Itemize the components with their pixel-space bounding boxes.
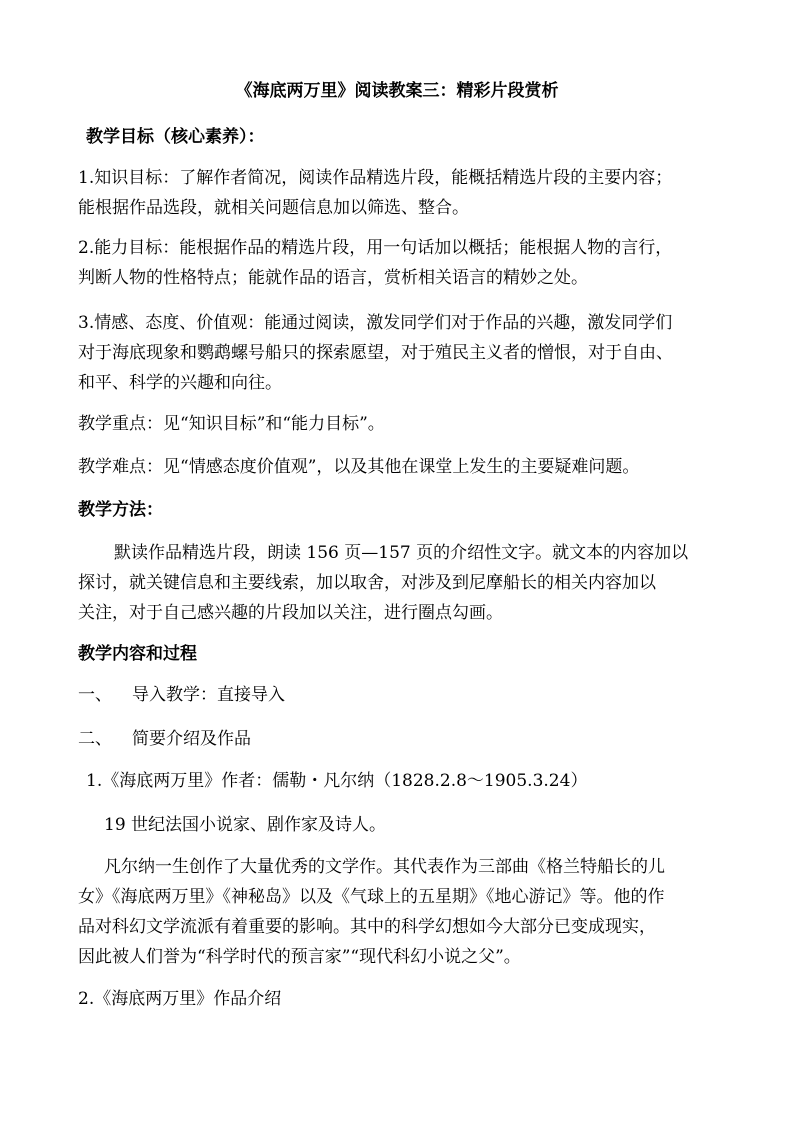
works-line3: 品对科幻文学流派有着重要的影响。其中的科学幻想如今大部分已变成现实， [78, 917, 656, 937]
goal-ability [78, 233, 738, 293]
works-line2: 女》《海底两万里》《神秘岛》以及《气球上的五星期》《地心游记》等。他的作 [78, 887, 665, 907]
document-title: 《海底两万里》阅读教案三：精彩片段赏析 [235, 81, 559, 101]
difficulty: 教学难点：见“情感态度价值观”，以及其他在课堂上发生的主要疑难问题。 [78, 457, 640, 477]
goal-emotion-line2: 对于海底现象和鹦鹉螺号船只的探索愿望，对于殖民主义者的憎恨，对于自由、 [78, 343, 673, 363]
works-paragraph [78, 852, 738, 972]
step-two-number: 二、 [78, 729, 112, 749]
works-line4: 因此被人们誉为“科学时代的预言家”“现代科幻小说之父”。 [78, 947, 521, 967]
goal-emotion [78, 308, 738, 398]
step-two-text: 简要介绍及作品 [132, 729, 251, 749]
author-line: 1.《海底两万里》作者：儒勒・凡尔纳（1828.2.8～1905.3.24） [86, 771, 588, 791]
goals-heading: 教学目标（核心素养）： [86, 127, 265, 147]
method-line2: 探讨，就关键信息和主要线索，加以取舍，对涉及到尼摩船长的相关内容加以 [78, 573, 656, 593]
intro-heading: 2.《海底两万里》作品介绍 [78, 989, 282, 1009]
goal-knowledge-line1: 1.知识目标：了解作者简况，阅读作品精选片段，能概括精选片段的主要内容； [78, 168, 673, 188]
goal-ability-line2: 判断人物的性格特点；能就作品的语言，赏析相关语言的精妙之处。 [78, 268, 588, 288]
goal-ability-line1: 2.能力目标：能根据作品的精选片段，用一句话加以概括；能根据人物的言行， [78, 238, 673, 258]
method-line1: 默读作品精选片段，朗读 156 页—157 页的介绍性文字。就文本的内容加以 [114, 543, 689, 563]
works-line1: 凡尔纳一生创作了大量优秀的文学作。其代表作为三部曲《格兰特船长的儿 [104, 857, 665, 877]
goal-emotion-line1: 3.情感、态度、价值观：能通过阅读，激发同学们对于作品的兴趣，激发同学们 [78, 313, 673, 333]
goal-knowledge [78, 163, 738, 223]
method-heading: 教学方法： [78, 500, 163, 520]
method-line3: 关注，对于自己感兴趣的片段加以关注，进行圈点勾画。 [78, 603, 503, 623]
author-description: 19 世纪法国小说家、剧作家及诗人。 [104, 815, 387, 835]
goal-emotion-line3: 和平、科学的兴趣和向往。 [78, 373, 282, 393]
step-two [78, 728, 738, 750]
step-one-text: 导入教学：直接导入 [132, 685, 285, 705]
step-one-number: 一、 [78, 685, 112, 705]
goal-knowledge-line2: 能根据作品选段，就相关问题信息加以筛选、整合。 [78, 198, 469, 218]
method-paragraph [78, 538, 738, 628]
step-one [78, 684, 738, 706]
key-point: 教学重点：见“知识目标”和“能力目标”。 [78, 414, 385, 434]
process-heading: 教学内容和过程 [78, 644, 197, 664]
